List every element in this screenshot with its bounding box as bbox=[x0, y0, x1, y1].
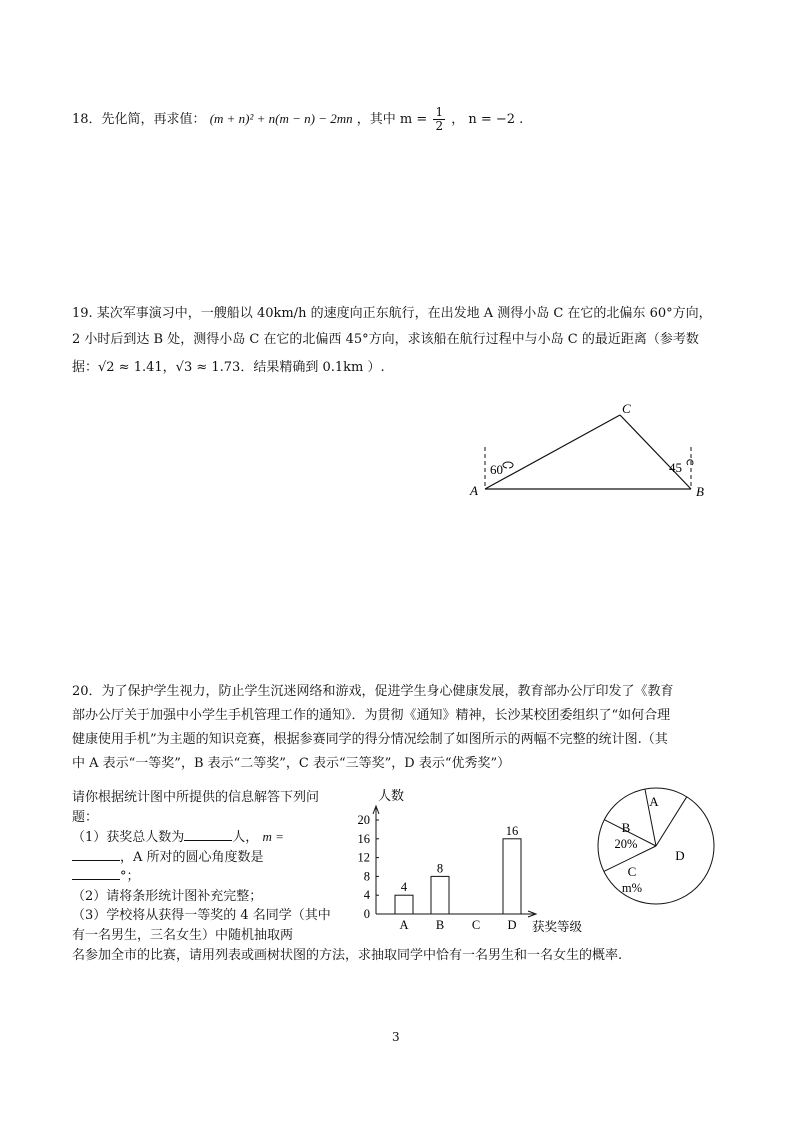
y-tick-label: 20 bbox=[357, 813, 370, 827]
triangle-figure bbox=[465, 395, 715, 505]
y-tick-label: 4 bbox=[363, 888, 370, 903]
bar bbox=[395, 895, 413, 914]
q20-p6: （3）学校将从获得一等奖的 4 名同学（其中有一名男生，三名女生）中随机抽取两 bbox=[72, 908, 331, 943]
point-c-label: C bbox=[622, 401, 631, 416]
y-tick-label: 16 bbox=[357, 831, 370, 846]
x-tick-label: C bbox=[471, 918, 481, 932]
q18-label: 18．先化简，再求值： bbox=[72, 112, 206, 127]
q18-fraction bbox=[433, 106, 445, 133]
q18-frac-den: 2 bbox=[435, 119, 444, 133]
q20-line-1: 20．为了保护学生视力，防止学生沉迷网络和游戏，促进学生身心健康发展，教育部办公厅印发了《教育 bbox=[72, 684, 674, 699]
bar-data-label: 16 bbox=[505, 823, 519, 838]
bar-chart bbox=[336, 780, 606, 940]
y-axis-label: 人数 bbox=[378, 788, 405, 803]
y-tick-label: 8 bbox=[363, 869, 370, 884]
pie-slice-value: 20% bbox=[614, 837, 638, 851]
q20-p2 bbox=[72, 827, 334, 848]
x-tick-label: B bbox=[435, 918, 445, 932]
q20-line-3: 健康使用手机”为主题的知识竞赛，根据参赛同学的得分情况绘制了如图所示的两幅不完整的统计图.（其 bbox=[72, 732, 668, 747]
angle-a-label: 60 bbox=[490, 462, 503, 477]
angle-arc-a bbox=[503, 462, 513, 468]
point-a-label: A bbox=[470, 483, 478, 498]
bar-data-label: 8 bbox=[436, 861, 444, 876]
y-tick-label: 12 bbox=[357, 850, 370, 865]
q19-line-3: 据：√2 ≈ 1.41，√3 ≈ 1.73．结果精确到 0.1km ）. bbox=[72, 360, 385, 375]
angle-arc-b bbox=[687, 460, 693, 465]
point-b-label: B bbox=[696, 484, 704, 499]
q20-p2a: （1）获奖总人数为 bbox=[72, 830, 185, 845]
q18-frac-num: 1 bbox=[435, 105, 444, 119]
q20-line-4: 中 A 表示“一等奖”，B 表示“二等奖”，C 表示“三等奖”，D 表示“优秀奖”） bbox=[72, 756, 511, 771]
segment-bc bbox=[620, 415, 691, 489]
segment-ac bbox=[485, 415, 620, 489]
y-tick-label: 0 bbox=[363, 907, 370, 921]
blank-m bbox=[72, 848, 120, 861]
x-tick-label: A bbox=[399, 918, 409, 932]
angle-b-label: 45 bbox=[669, 460, 682, 475]
q19-line-1: 19. 某次军事演习中，一艘船以 40km/h 的速度向正东航行，在出发地 A 测得小岛 C 在它的北偏东 60°方向， bbox=[72, 306, 712, 321]
blank-total bbox=[184, 828, 232, 841]
q20-p3 bbox=[72, 848, 334, 868]
x-tick-label: D bbox=[507, 918, 517, 932]
bar-data-label: 4 bbox=[400, 880, 408, 895]
q20-p4 bbox=[72, 867, 334, 887]
q20-line-2: 部办公厅关于加强中小学生手机管理工作的通知》．为贯彻《通知》精神，长沙某校团委组织了“如何合理 bbox=[72, 708, 671, 723]
q20-p2b: 人， bbox=[232, 830, 259, 845]
x-axis-label: 获奖等级 bbox=[532, 920, 583, 934]
page-number: 3 bbox=[392, 1030, 400, 1044]
q19-line-2: 2 小时后到达 B 处，测得小岛 C 在它的北偏西 45°方向，求该船在航行过程中与小岛 C 的最近距离（参考数 bbox=[72, 332, 699, 347]
pie-slice-label: C bbox=[627, 864, 637, 879]
blank-angle bbox=[72, 867, 120, 880]
pie-slice-label: D bbox=[675, 848, 685, 863]
pie-slice-value: m% bbox=[621, 881, 643, 895]
q18-expression: (m + n)² + n(m − n) − 2mn bbox=[209, 111, 353, 126]
q18-tail: ， n = −2 . bbox=[451, 112, 524, 127]
bar bbox=[431, 876, 449, 914]
q20-p1: 请你根据统计图中所提供的信息解答下列问题： bbox=[72, 790, 320, 825]
q20-p2c: m = bbox=[262, 829, 284, 844]
q20-p3a: ，A 所对的圆心角度数是 bbox=[120, 849, 264, 865]
pie-slice-label: A bbox=[649, 794, 659, 809]
pie-chart bbox=[592, 782, 722, 912]
q18-where: ，其中 m = bbox=[356, 112, 428, 127]
q20-p4-text: °； bbox=[120, 869, 140, 884]
pie-slice-label: B bbox=[621, 820, 631, 835]
q20-p5: （2）请将条形统计图补充完整； bbox=[72, 888, 263, 904]
q18-line bbox=[72, 106, 523, 133]
bar bbox=[503, 839, 521, 914]
q20-left-text bbox=[72, 788, 334, 945]
q20-last-line: 名参加全市的比赛，请用列表或画树状图的方法，求抽取同学中恰有一名男生和一名女生的概率. bbox=[72, 948, 623, 963]
